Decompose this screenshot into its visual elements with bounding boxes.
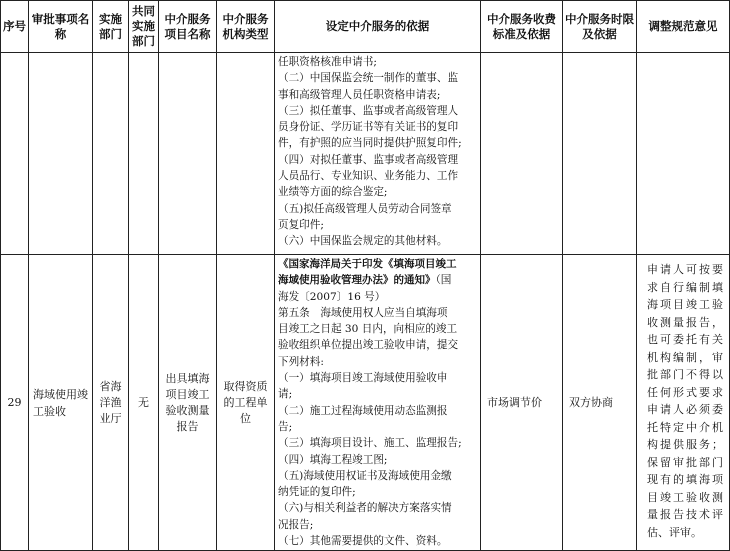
- basis-title-line: 《国家海洋局关于印发《填海项目竣工: [278, 258, 457, 270]
- basis-line: 任职资格核准申请书;: [278, 56, 377, 68]
- cell-agency-type: 取得资质的工程单位: [217, 255, 275, 551]
- cell-fee: 市场调节价: [481, 255, 563, 551]
- cell-co-dept: [129, 53, 159, 255]
- header-item: 审批事项名称: [29, 1, 93, 53]
- cell-basis: [275, 255, 481, 551]
- basis-line: （六)与相关利益者的解决方案落实情: [278, 502, 452, 515]
- cell-time: [563, 53, 637, 255]
- basis-line: 下列材料:: [278, 355, 324, 368]
- basis-line: （二）施工过程海域使用动态监测报: [278, 404, 448, 417]
- basis-line: （五)海域使用权证书及海域使用金缴: [278, 469, 452, 482]
- cell-service-name: 出具填海项目竣工验收测量报告: [159, 255, 217, 551]
- cell-opinion: 申请人可按要求自行编制填海项目竣工验收测量报告，也可委托有关机构编制，审批部门不得以任何形式要求申请人必须委托特定中介机构提供服务；保留审批部门现有的填海项目竣工验收测量报告技术评估、评审。: [637, 255, 730, 551]
- cell-item: 海域使用竣工验收: [29, 255, 93, 551]
- header-row: [1, 1, 730, 53]
- cell-co-dept: 无: [129, 255, 159, 551]
- cell-item: [29, 53, 93, 255]
- cell-opinion: [637, 53, 730, 255]
- header-basis: 设定中介服务的依据: [275, 1, 481, 53]
- basis-line: （四）对拟任董事、监事或者高级管理: [278, 153, 459, 166]
- basis-line: 业绩等方面的综合鉴定;: [278, 186, 388, 199]
- basis-line: 海发〔2007〕16 号）: [278, 290, 386, 303]
- basis-line: （七）其他需要提供的文件、资料。: [278, 535, 448, 548]
- header-no: 序号: [1, 1, 29, 53]
- cell-no: 29: [1, 255, 29, 551]
- basis-line: 目竣工之日起 30 日内，向相应的竣工: [278, 323, 458, 336]
- basis-line: 验收组织单位提出竣工验收申请，提交: [278, 339, 459, 352]
- basis-line: 告;: [278, 420, 293, 433]
- basis-line: 页复印件;: [278, 218, 324, 231]
- basis-line: （三）填海项目设计、施工、监理报告;: [278, 437, 462, 450]
- cell-fee: [481, 53, 563, 255]
- header-co-dept: 共同实施部门: [129, 1, 159, 53]
- cell-service-name: [159, 53, 217, 255]
- header-agency-type: 中介服务机构类型: [217, 1, 275, 53]
- basis-title-line: 海域使用验收管理办法》的通知》: [278, 274, 436, 287]
- basis-line: 第五条 海域使用权人应当自填海项: [278, 306, 448, 319]
- basis-line: （二）中国保监会统一制作的董事、监: [278, 72, 459, 85]
- basis-line: （六）中国保监会规定的其他材料。: [278, 235, 448, 248]
- basis-line: 件，有护照的应当同时提供护照复印件;: [278, 137, 462, 150]
- cell-time: 双方协商: [563, 255, 637, 551]
- header-opinion: 调整规范意见: [637, 1, 730, 53]
- table-row: [1, 255, 730, 551]
- header-time: 中介服务时限及依据: [563, 1, 637, 53]
- basis-line: 请;: [278, 388, 293, 401]
- cell-basis: [275, 53, 481, 255]
- basis-line: 员身份证、学历证书等有关证书的复印: [278, 121, 459, 134]
- cell-dept: 省海洋渔业厅: [93, 255, 129, 551]
- basis-line: （一）填海项目竣工海域使用验收申: [278, 372, 448, 385]
- basis-line: 人员品行、专业知识、业务能力、工作: [278, 170, 459, 183]
- basis-line: 纳凭证的复印件;: [278, 486, 356, 499]
- basis-title-suffix: （国: [435, 274, 452, 287]
- cell-dept: [93, 53, 129, 255]
- cell-agency-type: [217, 53, 275, 255]
- table-row: [1, 53, 730, 255]
- header-dept: 实施部门: [93, 1, 129, 53]
- basis-line: 况报告;: [278, 518, 314, 531]
- header-service-name: 中介服务项目名称: [159, 1, 217, 53]
- basis-line: （三）拟任董事、监事或者高级管理人: [278, 104, 459, 117]
- basis-line: （五)拟任高级管理人员劳动合同签章: [278, 202, 452, 215]
- basis-line: （四）填海工程竣工图;: [278, 453, 388, 466]
- basis-line: 事和高级管理人员任职资格申请表;: [278, 88, 441, 101]
- header-fee: 中介服务收费标准及依据: [481, 1, 563, 53]
- cell-no: [1, 53, 29, 255]
